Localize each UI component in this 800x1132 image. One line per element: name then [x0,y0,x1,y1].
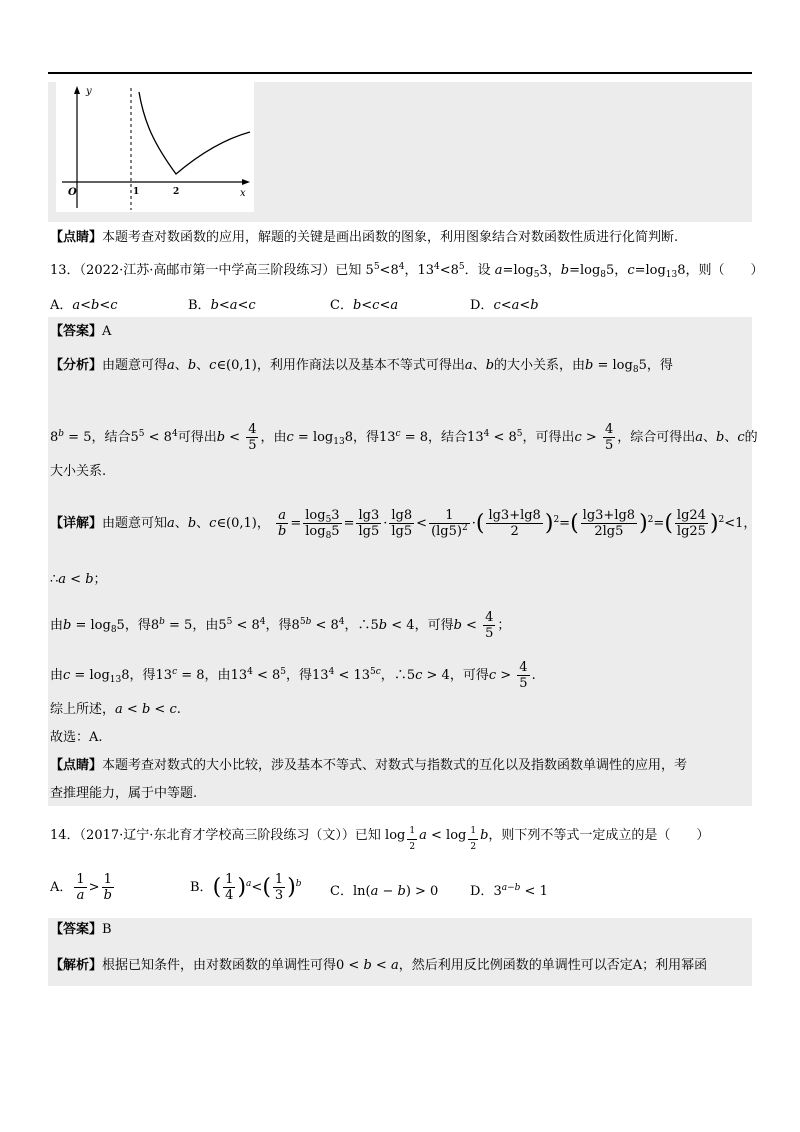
q13-analysis-3: 大小关系. [50,464,107,479]
tick-2: 2 [173,187,180,197]
q13-choose: 故选：A. [50,730,103,745]
q13-detail-4: 由$c = \log_{13}8$，得$13^c = 8$，由$13^4 < 8^5$，得$13^4 < 13^{5c}$，∴5c > 4，可得c > $\frac{4}{5}$ . [50,660,536,691]
origin-label: O [68,187,77,198]
q13-detail-2: ∴a < b； [50,572,107,587]
q13-analysis-2: $8^b = 5$，结合$5^5 < 8^4$可得出b < $\frac{4}{5}$ ，由$c = \log_{13}8$，得$13^c = 8$，结合$13^4 < 8^5$，可得出c > $\frac{4}{5}$ ，综合可得出a、b、c的 [50,422,758,453]
q13-review-2: 查推理能力，属于中等题. [50,786,198,801]
q13-option-a[interactable]: A．a<b<c [50,298,118,313]
q14-option-a[interactable]: A． $\frac{1}{a}$ > $\frac{1}{b}$ [50,872,112,903]
q13-analysis-1: 【分析】由题意可得a、b、c∈(0,1)，利用作商法以及基本不等式可得出a、b的大小关系，由$b = \log_85$，得 [50,358,673,375]
y-axis-label: y [86,86,92,97]
function-graph [56,82,254,212]
q14-option-b[interactable]: B．( $\frac{1}{4}$ )$^a$<( $\frac{1}{3}$ )$^b$ [190,872,302,903]
q13-detail-3: 由$b = \log_85$，得$8^b = 5$，由$5^5 < 8^4$，得$8^{5b} < 8^4$，∴5b < 4，可得b < $\frac{4}{5}$ ； [50,610,511,641]
shade-solution-14 [48,918,752,986]
q14-option-c[interactable]: C．ln(a − b) > 0 [330,884,439,899]
q13-review-1: 【点睛】本题考查对数式的大小比较，涉及基本不等式、对数式与指数式的互化以及指数函数单调性的应用，考 [50,758,688,773]
q13-option-b[interactable]: B．b<a<c [188,298,256,313]
x-axis-label: x [240,188,246,199]
tick-1: 1 [133,187,140,197]
q13-option-d[interactable]: D．c<a<b [470,298,539,313]
header-rule [48,72,752,74]
q14-stem: 14．（2017·辽宁·东北育才学校高三阶段练习（文））已知 log $_{\frac{1}{2}}$ a < log $_{\frac{1}{2}}$ b，则下列不等式一定成立的是（ ） [50,826,710,852]
shade-solution-13 [48,317,752,806]
q14-option-d[interactable]: D．$3^{a-b} < 1$ [470,883,548,899]
q13-option-c[interactable]: C．b<c<a [330,298,399,313]
q13-answer: 【答案】A [50,324,112,339]
q14-analysis-1: 【解析】根据已知条件，由对数函数的单调性可得0 < b < a，然后利用反比例函数的单调性可以否定A；利用幂函 [50,958,708,973]
q13-detail-5: 综上所述，a < b < c. [50,702,181,717]
q13-stem: 13．（2022·江苏·高邮市第一中学高三阶段练习）已知 $5^5<8^4$，$13^4<8^5$．设 $a=\log_53$，$b=\log_85$，$c=\log_{13}8$，则（ ） [50,262,764,280]
q14-answer: 【答案】B [50,922,112,937]
q13-detail-1: 【详解】由题意可知a、b、c∈(0,1)， $\frac{a}{b}$ = $\frac{\log_53}{\log_85}$ = $\frac{\lg 3}{\lg 5}$ · $\frac{\lg 8}{\lg 5}$ < $\frac{1}{(\lg 5)^2}$ ·( $\frac{\lg 3+\lg 8}{2}$ )$^2$=( $\frac{\lg 3+\lg 8}{2\lg 5}$ )$^2$=( $\frac{\lg 24}{\lg 25}$ )$^2$<1， [50,508,757,541]
prev-review: 【点睛】本题考查对数函数的应用，解题的关键是画出函数的图象，利用图象结合对数函数性质进行化简判断. [50,230,679,245]
